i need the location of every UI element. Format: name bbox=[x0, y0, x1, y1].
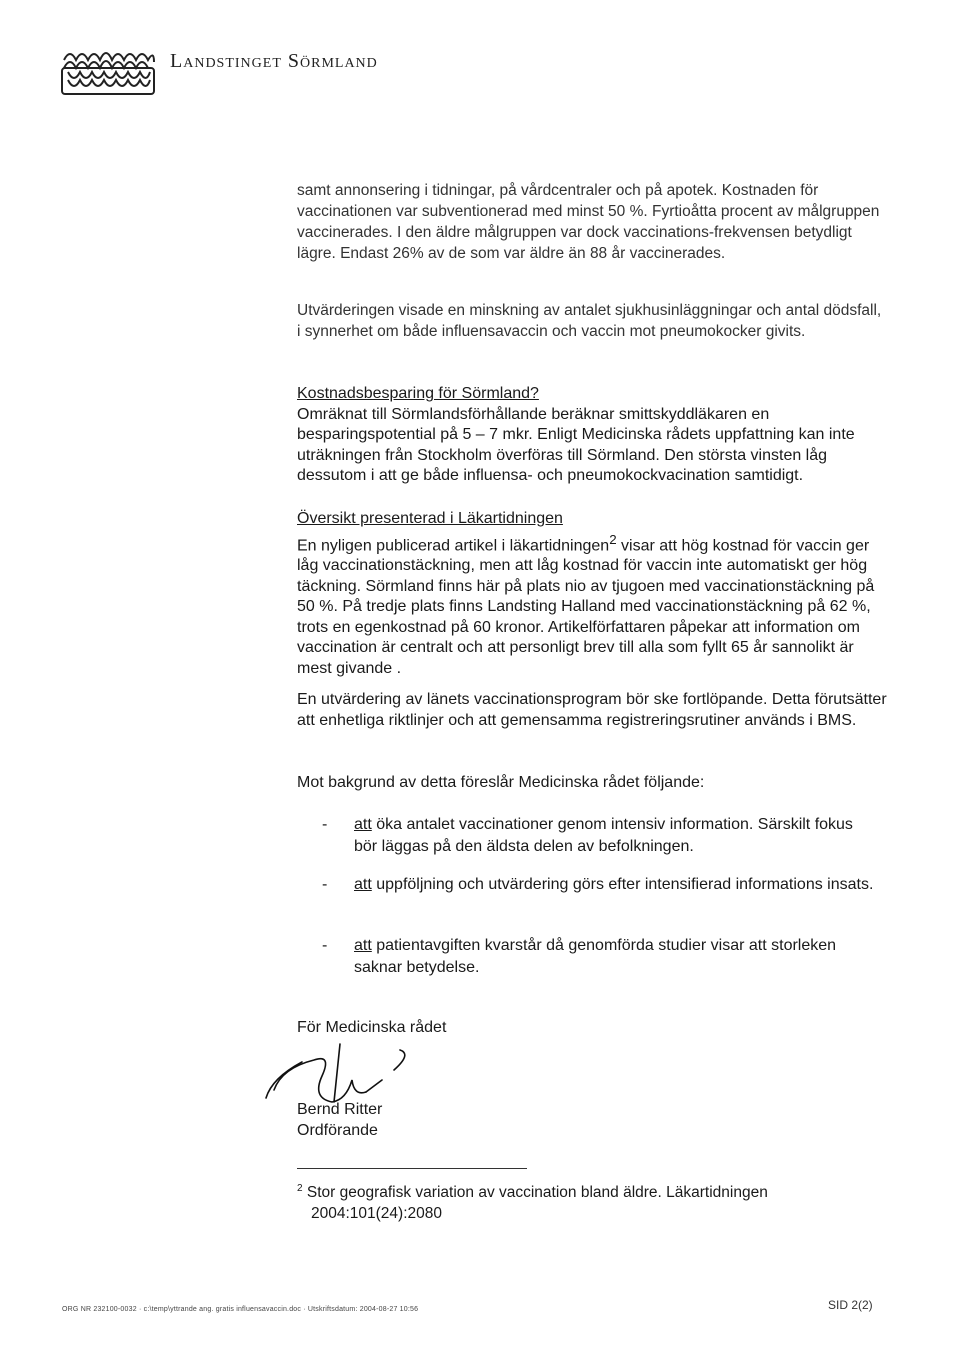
att-keyword: att bbox=[354, 937, 372, 954]
footnote-text-line2: 2004:101(24):2080 bbox=[311, 1205, 443, 1223]
footnote-text-line1: Stor geografisk variation av vaccination bland äldre. Läkartidningen bbox=[306, 1184, 768, 1202]
section-text-overview-b: visar att hög kostnad för vaccin ger låg vaccinationstäckning, men att låg kostnad för vaccin inte automatiskt ger hög täckning. Sörmland finns här på plats nio av tjugoen med vaccinationstäckning på 50 %. På tredje plats finns Landsting Halland med vaccinationstäckning på 62 %, trots en egenkostnad på 60 kronor. Artikelförfattaren påpekar att information om vaccination är centralt och att personligt brev till alla som fyllt 65 år sannolikt är mest givande . bbox=[297, 536, 875, 677]
section-text-cost-savings: Omräknat till Sörmlandsförhållande beräknar smittskyddläkaren en besparingspotential på 5 – 7 mkr. Enligt Medicinska rådets uppfattning kan inte uträkningen från Stockholm överföras till Sörmland. Den största vinsten låg dessutom i att ge både influensa- och pneumokockvacination samtidigt. bbox=[297, 405, 855, 484]
footnote-ref: 2 bbox=[609, 531, 617, 547]
proposal-text: uppföljning och utvärdering görs efter intensifierad informations insats. bbox=[371, 876, 874, 893]
section-text-overview-a: En nyligen publicerad artikel i läkartidningen bbox=[297, 536, 610, 554]
paragraph-intro: samt annonsering i tidningar, på vårdcentraler och på apotek. Kostnaden för vaccinationen var subventionerad med minst 50 %. Fyrtioåtta procent av målgruppen vaccinerades. I den äldre målgruppen var dock vaccinations-frekvensen betydligt lägre. Endast 26% av de som var äldre än 88 år vaccinerades. bbox=[297, 182, 880, 262]
signature-for-label: För Medicinska rådet bbox=[297, 1019, 447, 1036]
organization-name: Landstinget Sörmland bbox=[170, 50, 378, 72]
list-dash: - bbox=[322, 876, 328, 893]
paragraph-proposal-intro: Mot bakgrund av detta föreslår Medicinska rådet följande: bbox=[297, 774, 705, 791]
paragraph-evaluation: Utvärderingen visade en minskning av antalet sjukhusinläggningar och antal dödsfall, i synnerhet om både influensavaccin och vaccin mot pneumokocker givits. bbox=[297, 302, 882, 340]
signatory-name: Bernd Ritter bbox=[297, 1101, 383, 1118]
footnote bbox=[297, 1178, 817, 1224]
page-number: SID 2(2) bbox=[828, 1298, 873, 1312]
footnote-divider bbox=[297, 1168, 527, 1169]
att-keyword: att bbox=[354, 816, 372, 833]
paragraph-followup: En utvärdering av länets vaccinationsprogram bör ske fortlöpande. Detta förutsätter att enhetliga riktlinjer och att gemensamma registreringsrutiner används i BMS. bbox=[297, 691, 887, 729]
section-heading-overview: Översikt presenterad i Läkartidningen bbox=[297, 510, 563, 527]
footnote-number: 2 bbox=[297, 1183, 303, 1194]
list-dash: - bbox=[322, 937, 328, 954]
signatory-title: Ordförande bbox=[297, 1122, 378, 1139]
section-cost-savings bbox=[297, 384, 887, 487]
section-heading-cost-savings: Kostnadsbesparing för Sörmland? bbox=[297, 385, 539, 402]
proposal-text: patientavgiften kvarstår då genomförda studier visar att storleken saknar betydelse. bbox=[354, 937, 837, 976]
list-dash: - bbox=[322, 816, 328, 833]
section-overview bbox=[297, 509, 887, 679]
att-keyword: att bbox=[354, 876, 372, 893]
proposal-text: öka antalet vaccinationer genom intensiv information. Särskilt fokus bör läggas på den äldsta delen av befolkningen. bbox=[354, 816, 853, 855]
crown-logo-icon bbox=[58, 40, 158, 98]
footer-document-info: ORG NR 232100-0032 · c:\temp\yttrande ang. gratis influensavaccin.doc · Utskriftsdatum: 2004-08-27 10:56 bbox=[62, 1306, 419, 1313]
